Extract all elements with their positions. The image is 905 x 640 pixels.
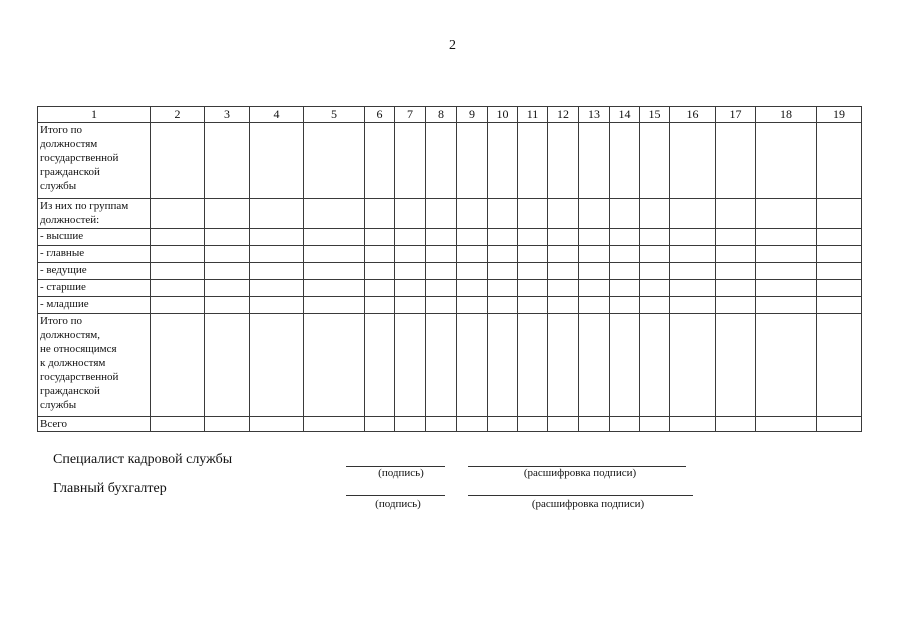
data-cell[interactable] [548, 280, 579, 297]
data-cell[interactable] [579, 263, 610, 280]
row-label: Из них по группам должностей: [38, 199, 151, 229]
data-cell[interactable] [670, 229, 716, 246]
data-cell[interactable] [716, 123, 756, 199]
column-number-8: 8 [426, 107, 457, 123]
hr-specialist-label: Специалист кадровой службы [53, 452, 233, 467]
data-cell[interactable] [250, 280, 304, 297]
data-cell[interactable] [395, 246, 426, 263]
data-cell[interactable] [548, 297, 579, 314]
table-row [38, 263, 862, 280]
data-cell[interactable] [518, 123, 548, 199]
data-cell[interactable] [670, 123, 716, 199]
chief-accountant-signature-line [346, 495, 445, 496]
data-cell[interactable] [365, 297, 395, 314]
data-cell[interactable] [395, 199, 426, 229]
data-cell[interactable] [640, 123, 670, 199]
table-row [38, 246, 862, 263]
data-cell[interactable] [426, 246, 457, 263]
data-cell[interactable] [205, 417, 250, 432]
table-row [38, 297, 862, 314]
hr-specialist-decode-caption: (расшифровка подписи) [523, 467, 637, 479]
row-label: - главные [38, 246, 151, 263]
data-cell[interactable] [457, 199, 488, 229]
data-cell[interactable] [548, 263, 579, 280]
column-number-11: 11 [518, 107, 548, 123]
data-cell[interactable] [488, 263, 518, 280]
data-cell[interactable] [716, 246, 756, 263]
data-cell[interactable] [670, 314, 716, 417]
data-cell[interactable] [518, 263, 548, 280]
table-row [38, 229, 862, 246]
data-cell[interactable] [670, 263, 716, 280]
page-number: 2 [449, 38, 456, 53]
data-cell[interactable] [426, 199, 457, 229]
table-row [38, 314, 862, 417]
data-cell[interactable] [488, 229, 518, 246]
chief-accountant-decode-line [468, 495, 693, 496]
data-cell[interactable] [488, 314, 518, 417]
data-cell[interactable] [640, 297, 670, 314]
data-cell[interactable] [610, 280, 640, 297]
data-cell[interactable] [365, 417, 395, 432]
data-cell[interactable] [518, 314, 548, 417]
data-cell[interactable] [670, 199, 716, 229]
data-cell[interactable] [304, 314, 365, 417]
table-row [38, 199, 862, 229]
data-cell[interactable] [716, 199, 756, 229]
data-cell[interactable] [250, 246, 304, 263]
data-cell[interactable] [610, 263, 640, 280]
column-number-12: 12 [548, 107, 579, 123]
staff-form-table [37, 106, 862, 432]
data-cell[interactable] [250, 314, 304, 417]
data-cell[interactable] [205, 314, 250, 417]
data-cell[interactable] [756, 263, 817, 280]
data-cell[interactable] [488, 417, 518, 432]
row-label: - старшие [38, 280, 151, 297]
column-number-9: 9 [457, 107, 488, 123]
data-cell[interactable] [817, 199, 862, 229]
data-cell[interactable] [640, 280, 670, 297]
data-cell[interactable] [579, 297, 610, 314]
data-cell[interactable] [610, 297, 640, 314]
data-cell[interactable] [610, 314, 640, 417]
data-cell[interactable] [756, 246, 817, 263]
data-cell[interactable] [610, 229, 640, 246]
data-cell[interactable] [670, 246, 716, 263]
data-cell[interactable] [548, 229, 579, 246]
data-cell[interactable] [205, 280, 250, 297]
data-cell[interactable] [205, 123, 250, 199]
data-cell[interactable] [756, 314, 817, 417]
data-cell[interactable] [817, 417, 862, 432]
data-cell[interactable] [395, 263, 426, 280]
data-cell[interactable] [756, 297, 817, 314]
data-cell[interactable] [548, 246, 579, 263]
data-cell[interactable] [640, 199, 670, 229]
row-label: - младшие [38, 297, 151, 314]
data-cell[interactable] [365, 280, 395, 297]
data-cell[interactable] [518, 297, 548, 314]
data-cell[interactable] [640, 263, 670, 280]
data-cell[interactable] [151, 263, 205, 280]
column-number-5: 5 [304, 107, 365, 123]
column-number-13: 13 [579, 107, 610, 123]
data-cell[interactable] [610, 199, 640, 229]
data-cell[interactable] [365, 123, 395, 199]
chief-accountant-label: Главный бухгалтер [53, 481, 167, 496]
data-cell[interactable] [457, 280, 488, 297]
data-cell[interactable] [426, 314, 457, 417]
data-cell[interactable] [205, 229, 250, 246]
data-cell[interactable] [205, 297, 250, 314]
row-label: Итого по должностям государственной гражданской службы [38, 123, 151, 199]
data-cell[interactable] [205, 246, 250, 263]
chief-accountant-sign-caption: (подпись) [375, 498, 421, 510]
chief-accountant-decode-caption: (расшифровка подписи) [531, 498, 645, 510]
data-cell[interactable] [151, 280, 205, 297]
data-cell[interactable] [716, 263, 756, 280]
data-cell[interactable] [395, 280, 426, 297]
data-cell[interactable] [457, 246, 488, 263]
data-cell[interactable] [548, 199, 579, 229]
column-number-4: 4 [250, 107, 304, 123]
data-cell[interactable] [426, 297, 457, 314]
table-row [38, 280, 862, 297]
data-cell[interactable] [548, 123, 579, 199]
data-cell[interactable] [488, 199, 518, 229]
table-row [38, 417, 862, 432]
data-cell[interactable] [756, 199, 817, 229]
data-cell[interactable] [365, 199, 395, 229]
data-cell[interactable] [250, 263, 304, 280]
data-cell[interactable] [817, 263, 862, 280]
data-cell[interactable] [250, 123, 304, 199]
data-cell[interactable] [304, 297, 365, 314]
data-cell[interactable] [640, 246, 670, 263]
table-row [38, 123, 862, 199]
data-cell[interactable] [151, 229, 205, 246]
data-cell[interactable] [518, 229, 548, 246]
data-cell[interactable] [304, 263, 365, 280]
data-cell[interactable] [426, 263, 457, 280]
data-cell[interactable] [610, 123, 640, 199]
data-cell[interactable] [151, 417, 205, 432]
data-cell[interactable] [610, 417, 640, 432]
hr-specialist-sign-caption: (подпись) [378, 467, 424, 479]
data-cell[interactable] [395, 229, 426, 246]
data-cell[interactable] [610, 246, 640, 263]
data-cell[interactable] [670, 417, 716, 432]
row-label: Всего [38, 417, 151, 432]
column-number-7: 7 [395, 107, 426, 123]
data-cell[interactable] [205, 199, 250, 229]
column-number-10: 10 [488, 107, 518, 123]
data-cell[interactable] [395, 417, 426, 432]
column-number-17: 17 [716, 107, 756, 123]
data-cell[interactable] [250, 417, 304, 432]
data-cell[interactable] [426, 123, 457, 199]
data-cell[interactable] [716, 229, 756, 246]
data-cell[interactable] [716, 280, 756, 297]
data-cell[interactable] [716, 314, 756, 417]
column-number-2: 2 [151, 107, 205, 123]
data-cell[interactable] [817, 297, 862, 314]
data-cell[interactable] [457, 314, 488, 417]
data-cell[interactable] [579, 246, 610, 263]
row-label: - ведущие [38, 263, 151, 280]
data-cell[interactable] [250, 199, 304, 229]
data-cell[interactable] [304, 229, 365, 246]
data-cell[interactable] [640, 229, 670, 246]
data-cell[interactable] [151, 246, 205, 263]
data-cell[interactable] [488, 297, 518, 314]
data-cell[interactable] [151, 123, 205, 199]
data-cell[interactable] [365, 246, 395, 263]
column-number-6: 6 [365, 107, 395, 123]
data-cell[interactable] [670, 297, 716, 314]
data-cell[interactable] [756, 229, 817, 246]
data-cell[interactable] [151, 297, 205, 314]
data-cell[interactable] [426, 229, 457, 246]
row-label: Итого по должностям, не относящимся к должностям государственной гражданской службы [38, 314, 151, 417]
data-cell[interactable] [640, 314, 670, 417]
data-cell[interactable] [365, 229, 395, 246]
data-cell[interactable] [518, 280, 548, 297]
data-cell[interactable] [640, 417, 670, 432]
data-cell[interactable] [817, 123, 862, 199]
column-number-row [38, 107, 862, 123]
data-cell[interactable] [457, 297, 488, 314]
data-cell[interactable] [579, 417, 610, 432]
data-cell[interactable] [457, 417, 488, 432]
data-cell[interactable] [426, 280, 457, 297]
data-cell[interactable] [304, 246, 365, 263]
data-cell[interactable] [151, 199, 205, 229]
data-cell[interactable] [756, 417, 817, 432]
data-cell[interactable] [395, 123, 426, 199]
row-label: - высшие [38, 229, 151, 246]
data-cell[interactable] [457, 229, 488, 246]
data-cell[interactable] [365, 263, 395, 280]
data-cell[interactable] [579, 229, 610, 246]
data-cell[interactable] [756, 280, 817, 297]
column-number-16: 16 [670, 107, 716, 123]
data-cell[interactable] [365, 314, 395, 417]
data-cell[interactable] [670, 280, 716, 297]
data-cell[interactable] [488, 246, 518, 263]
column-number-1: 1 [38, 107, 151, 123]
data-cell[interactable] [817, 246, 862, 263]
data-cell[interactable] [579, 314, 610, 417]
column-number-14: 14 [610, 107, 640, 123]
data-cell[interactable] [457, 263, 488, 280]
data-cell[interactable] [304, 199, 365, 229]
data-cell[interactable] [716, 297, 756, 314]
data-cell[interactable] [817, 229, 862, 246]
data-cell[interactable] [304, 417, 365, 432]
data-cell[interactable] [250, 229, 304, 246]
column-number-19: 19 [817, 107, 862, 123]
data-cell[interactable] [457, 123, 488, 199]
data-cell[interactable] [304, 280, 365, 297]
data-cell[interactable] [756, 123, 817, 199]
data-cell[interactable] [716, 417, 756, 432]
column-number-3: 3 [205, 107, 250, 123]
data-cell[interactable] [250, 297, 304, 314]
data-cell[interactable] [548, 314, 579, 417]
data-cell[interactable] [205, 263, 250, 280]
data-cell[interactable] [548, 417, 579, 432]
data-cell[interactable] [304, 123, 365, 199]
data-cell[interactable] [579, 280, 610, 297]
data-cell[interactable] [395, 297, 426, 314]
data-cell[interactable] [488, 280, 518, 297]
data-cell[interactable] [579, 199, 610, 229]
data-cell[interactable] [518, 199, 548, 229]
data-cell[interactable] [518, 246, 548, 263]
data-cell[interactable] [817, 280, 862, 297]
data-cell[interactable] [817, 314, 862, 417]
column-number-18: 18 [756, 107, 817, 123]
data-cell[interactable] [426, 417, 457, 432]
data-cell[interactable] [488, 123, 518, 199]
data-cell[interactable] [395, 314, 426, 417]
data-cell[interactable] [151, 314, 205, 417]
data-cell[interactable] [518, 417, 548, 432]
column-number-15: 15 [640, 107, 670, 123]
data-cell[interactable] [579, 123, 610, 199]
